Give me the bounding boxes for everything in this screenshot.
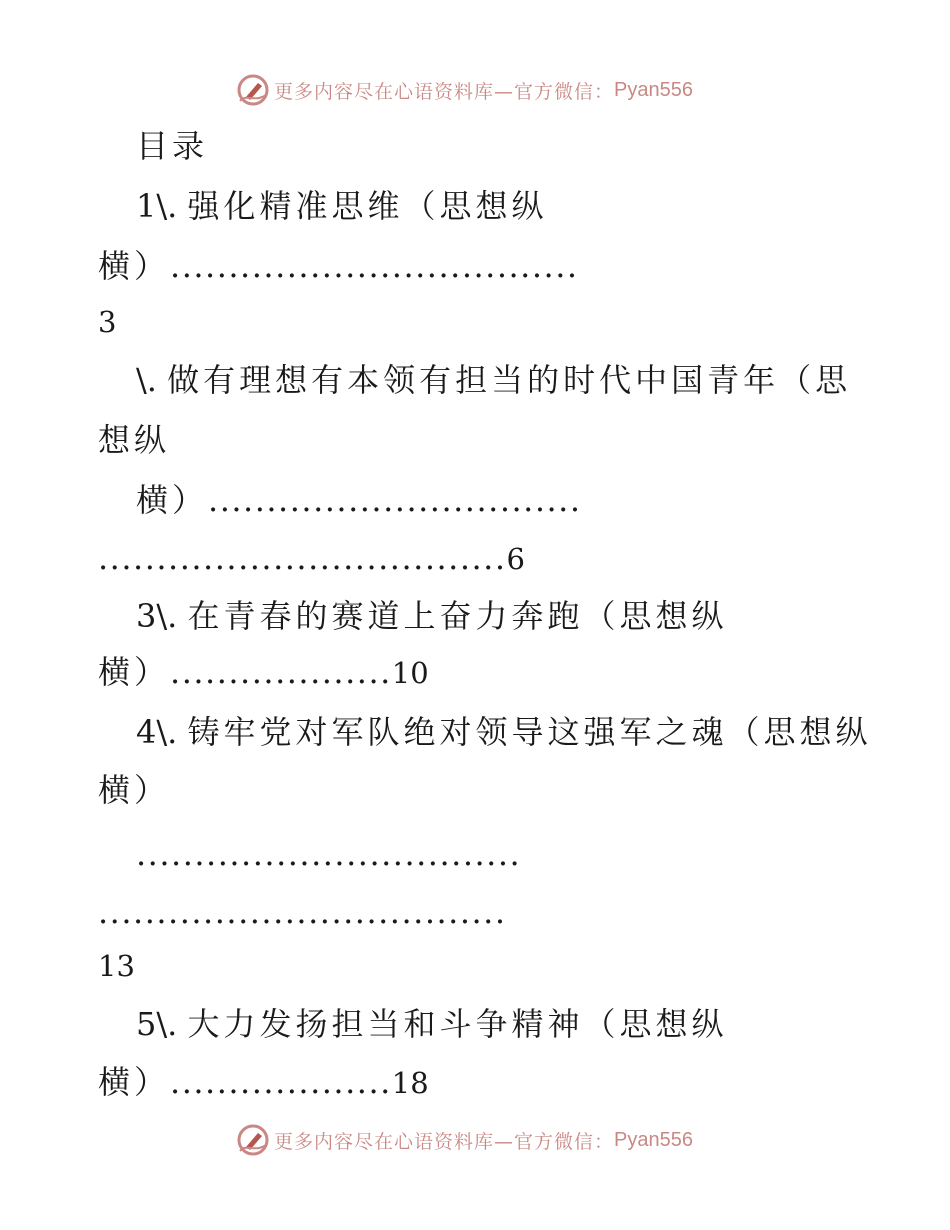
toc-entry-1-line2 — [98, 246, 579, 286]
toc-entry-3-line1 — [136, 596, 728, 636]
toc-entry-4-leader-b: ................................... — [98, 893, 507, 931]
toc-entry-2-page: 6 — [506, 542, 525, 576]
toc-entry-3-line2 — [98, 652, 429, 693]
pen-logo-icon — [236, 73, 270, 107]
toc-entry-1-leader: ................................... — [170, 247, 579, 285]
toc-entry-2-prefix: \. — [136, 361, 157, 399]
toc-entry-4-leader-a: ................................. — [136, 835, 522, 873]
toc-entry-5-title-cont: 横） — [98, 1063, 171, 1101]
watermark-text: 更多内容尽在心语资料库—官方微信： — [274, 80, 615, 103]
toc-entry-2-leader-b: ................................... — [98, 539, 507, 577]
toc-entry-5-page: 18 — [391, 1066, 429, 1100]
watermark-banner-top — [236, 72, 693, 108]
toc-entry-4-page: 13 — [98, 949, 135, 983]
toc-entry-5-line1 — [136, 1004, 728, 1044]
pen-logo-icon — [236, 1123, 270, 1157]
toc-entry-5-leader: ................... — [170, 1063, 392, 1101]
toc-entry-1-title-cont: 横） — [98, 247, 171, 285]
toc-entry-4-title-cont: 横） — [98, 771, 171, 809]
toc-title: 目录 — [136, 127, 209, 165]
toc-entry-3-title-cont: 横） — [98, 653, 171, 691]
watermark-wechat-id: Pyan556 — [614, 78, 693, 101]
toc-entry-2-line4 — [98, 538, 525, 579]
toc-entry-4-line1 — [136, 712, 872, 752]
toc-entry-2-title-cont: 想纵 — [98, 421, 171, 459]
watermark-banner-bottom — [236, 1122, 693, 1158]
toc-entry-1-prefix: 1\. — [136, 187, 178, 225]
toc-entry-3-leader: ................... — [170, 653, 392, 691]
watermark-wechat-id: Pyan556 — [614, 1128, 693, 1151]
toc-entry-3-page: 10 — [391, 656, 429, 690]
watermark-text: 更多内容尽在心语资料库—官方微信： — [274, 1130, 615, 1153]
toc-entry-2-title: 做有理想有本领有担当的时代中国青年（思 — [167, 361, 852, 399]
toc-entry-3-title: 在青春的赛道上奋力奔跑（思想纵 — [187, 597, 728, 635]
toc-entry-1-page: 3 — [98, 305, 117, 339]
toc-entry-5-prefix: 5\. — [136, 1005, 178, 1043]
toc-entry-2-line3 — [136, 480, 582, 520]
toc-entry-5-line2 — [98, 1062, 429, 1103]
toc-entry-1-title: 强化精准思维（思想纵 — [187, 187, 548, 225]
toc-entry-2-line1 — [136, 360, 851, 400]
toc-entry-5-title: 大力发扬担当和斗争精神（思想纵 — [187, 1005, 728, 1043]
toc-entry-1-line1 — [136, 186, 548, 226]
toc-entry-4-title: 铸牢党对军队绝对领导这强军之魂（思想纵 — [187, 713, 872, 751]
toc-entry-2-leader-a: ................................ — [208, 481, 582, 519]
toc-entry-4-prefix: 4\. — [136, 713, 178, 751]
toc-entry-2-title-end: 横） — [136, 481, 209, 519]
toc-entry-3-prefix: 3\. — [136, 597, 178, 635]
